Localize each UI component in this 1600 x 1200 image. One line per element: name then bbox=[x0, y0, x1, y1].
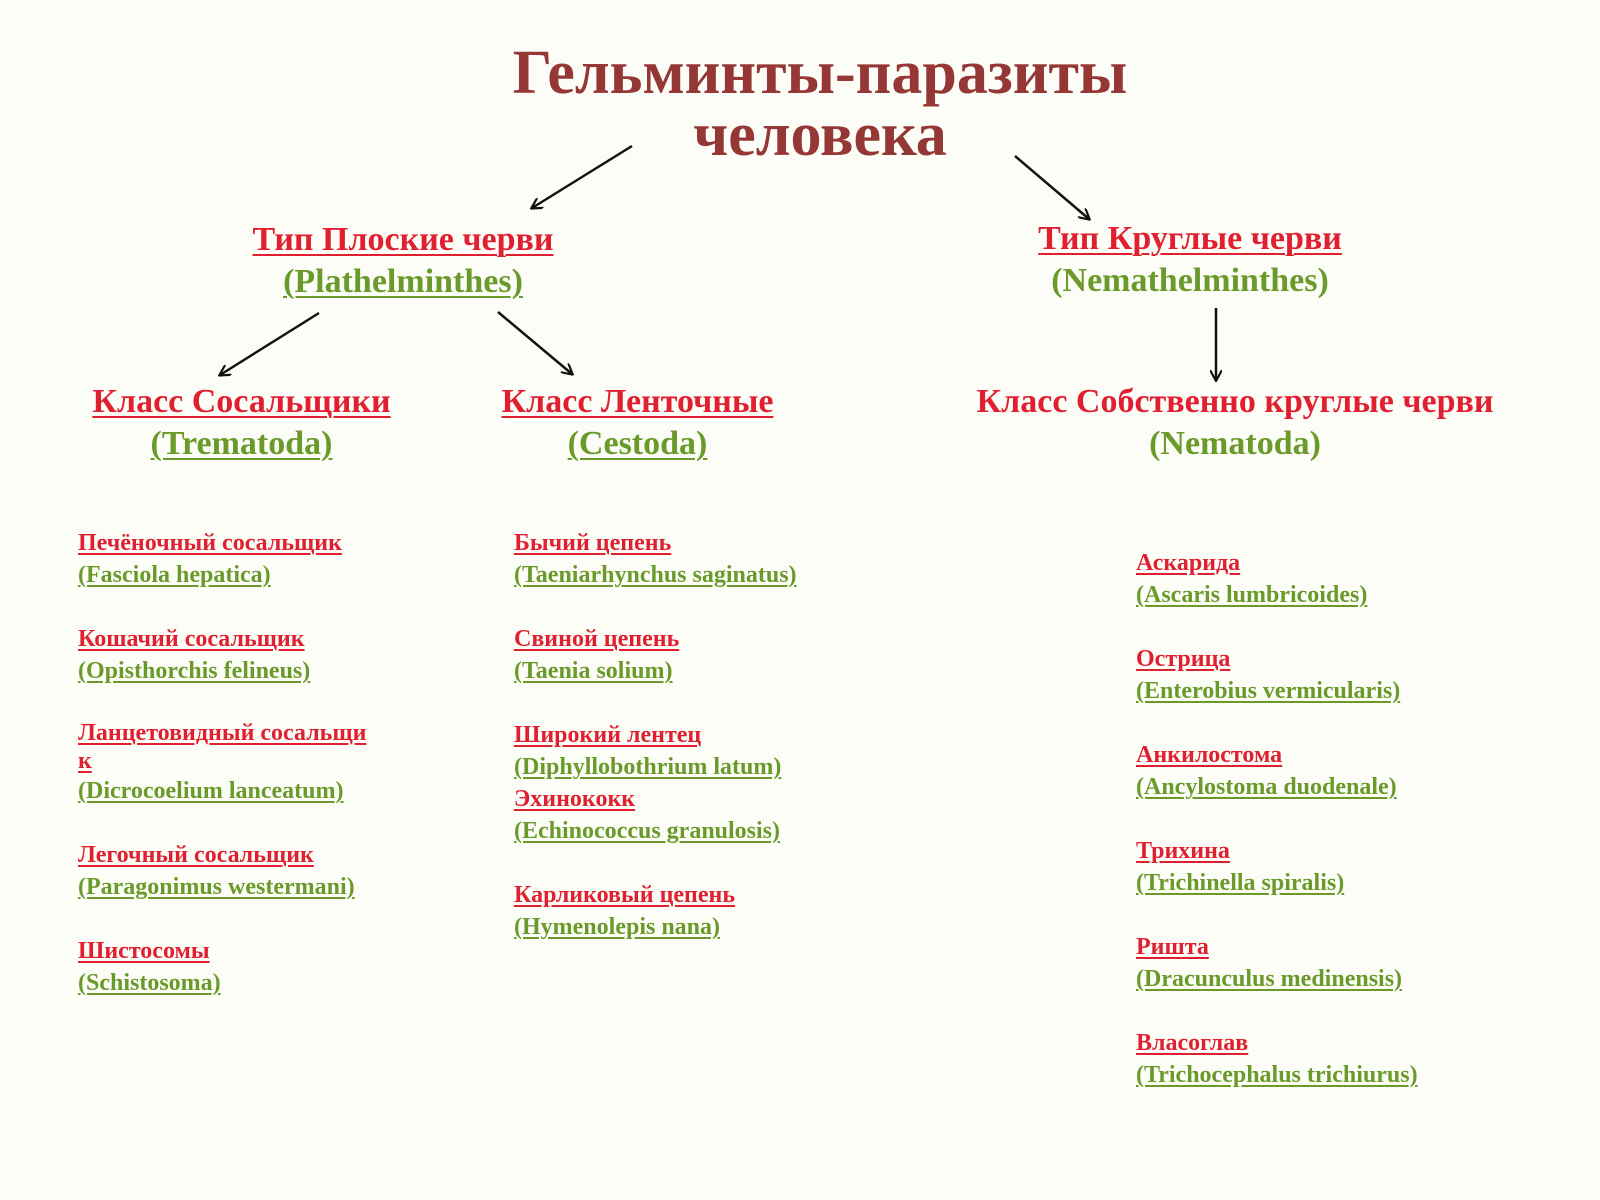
class-nematoda-latin: (Nematoda) bbox=[1149, 425, 1321, 462]
species-latin-name: (Trichinella spiralis) bbox=[1136, 870, 1345, 896]
species-item bbox=[78, 935, 418, 999]
species-russian-name: Свиной цепень bbox=[514, 626, 680, 652]
species-item bbox=[1136, 643, 1516, 707]
species-latin-name: (Taenia solium) bbox=[514, 658, 673, 684]
species-latin-name: (Dicrocoelium lanceatum) bbox=[78, 778, 344, 804]
species-item bbox=[78, 719, 418, 807]
species-latin-name: (Opisthorchis felineus) bbox=[78, 658, 311, 684]
species-latin-name: (Trichocephalus trichiurus) bbox=[1136, 1062, 1418, 1088]
species-russian-name: Аскарида bbox=[1136, 550, 1241, 576]
type-roundworms bbox=[990, 218, 1390, 302]
species-latin-name: (Diphyllobothrium latum) bbox=[514, 754, 782, 780]
class-trematoda-name: Класс Сосальщики bbox=[92, 383, 391, 420]
species-latin-name: (Fasciola hepatica) bbox=[78, 562, 271, 588]
species-item bbox=[514, 623, 854, 687]
species-item bbox=[514, 879, 854, 943]
species-russian-name: Анкилостома bbox=[1136, 742, 1283, 768]
species-latin-name: (Taeniarhynchus saginatus) bbox=[514, 562, 797, 588]
species-latin-name: (Echinococcus granulosis) bbox=[514, 818, 781, 844]
species-russian-name: Кошачий сосальщик bbox=[78, 626, 305, 652]
species-latin-name: (Hymenolepis nana) bbox=[514, 914, 721, 940]
species-item bbox=[78, 527, 418, 591]
nematoda-species-list bbox=[1136, 547, 1516, 1091]
species-russian-name: Бычий цепень bbox=[514, 530, 672, 556]
species-russian-name: Острица bbox=[1136, 646, 1231, 672]
class-nematoda-name: Класс Собственно круглые черви bbox=[976, 383, 1494, 420]
species-item bbox=[1136, 1027, 1516, 1091]
species-item bbox=[1136, 547, 1516, 611]
cestoda-species-list bbox=[514, 527, 854, 943]
species-item bbox=[78, 623, 418, 687]
species-russian-name: Широкий лентец bbox=[514, 722, 702, 748]
class-nematoda bbox=[955, 381, 1515, 465]
species-item bbox=[1136, 739, 1516, 803]
species-latin-name: (Dracunculus medinensis) bbox=[1136, 966, 1403, 992]
title-line-2: человека bbox=[693, 101, 947, 169]
type-roundworms-name: Тип Круглые черви bbox=[1038, 220, 1342, 257]
species-russian-name: Печёночный сосальщик bbox=[78, 530, 342, 556]
species-item bbox=[514, 527, 854, 591]
title-line-1: Гельминты-паразиты bbox=[512, 39, 1128, 107]
diagram-title bbox=[300, 39, 1340, 169]
arrow-flatworms-to-cestoda bbox=[498, 312, 572, 374]
class-trematoda-latin: (Trematoda) bbox=[150, 425, 333, 462]
species-russian-name: Легочный сосальщик bbox=[78, 842, 314, 868]
species-latin-name: (Paragonimus westermani) bbox=[78, 874, 355, 900]
species-russian-name: Власоглав bbox=[1136, 1030, 1249, 1056]
class-trematoda bbox=[60, 381, 423, 465]
species-russian-name: Эхинококк bbox=[514, 786, 636, 812]
class-cestoda bbox=[470, 381, 805, 465]
species-russian-name: Карликовый цепень bbox=[514, 882, 736, 908]
species-russian-name: Трихина bbox=[1136, 838, 1230, 864]
species-latin-name: (Schistosoma) bbox=[78, 970, 221, 996]
arrow-flatworms-to-trematoda bbox=[220, 313, 319, 375]
class-cestoda-name: Класс Ленточные bbox=[501, 383, 774, 420]
species-item bbox=[1136, 835, 1516, 899]
type-flatworms-latin: (Plathelminthes) bbox=[283, 263, 523, 300]
type-flatworms bbox=[203, 219, 603, 303]
trematoda-species-list bbox=[78, 527, 418, 999]
class-cestoda-latin: (Cestoda) bbox=[567, 425, 708, 462]
species-item bbox=[514, 783, 854, 847]
species-item bbox=[1136, 931, 1516, 995]
species-item bbox=[514, 719, 854, 783]
species-latin-name: (Ascaris lumbricoides) bbox=[1136, 582, 1368, 608]
species-russian-name: Ришта bbox=[1136, 934, 1209, 960]
species-latin-name: (Enterobius vermicularis) bbox=[1136, 678, 1401, 704]
species-latin-name: (Ancylostoma duodenale) bbox=[1136, 774, 1397, 800]
type-flatworms-name: Тип Плоские черви bbox=[252, 221, 554, 258]
species-russian-name: Ланцетовидный сосальщи к bbox=[78, 720, 367, 774]
species-item bbox=[78, 839, 418, 903]
species-russian-name: Шистосомы bbox=[78, 938, 210, 964]
type-roundworms-latin: (Nemathelminthes) bbox=[1051, 262, 1329, 299]
